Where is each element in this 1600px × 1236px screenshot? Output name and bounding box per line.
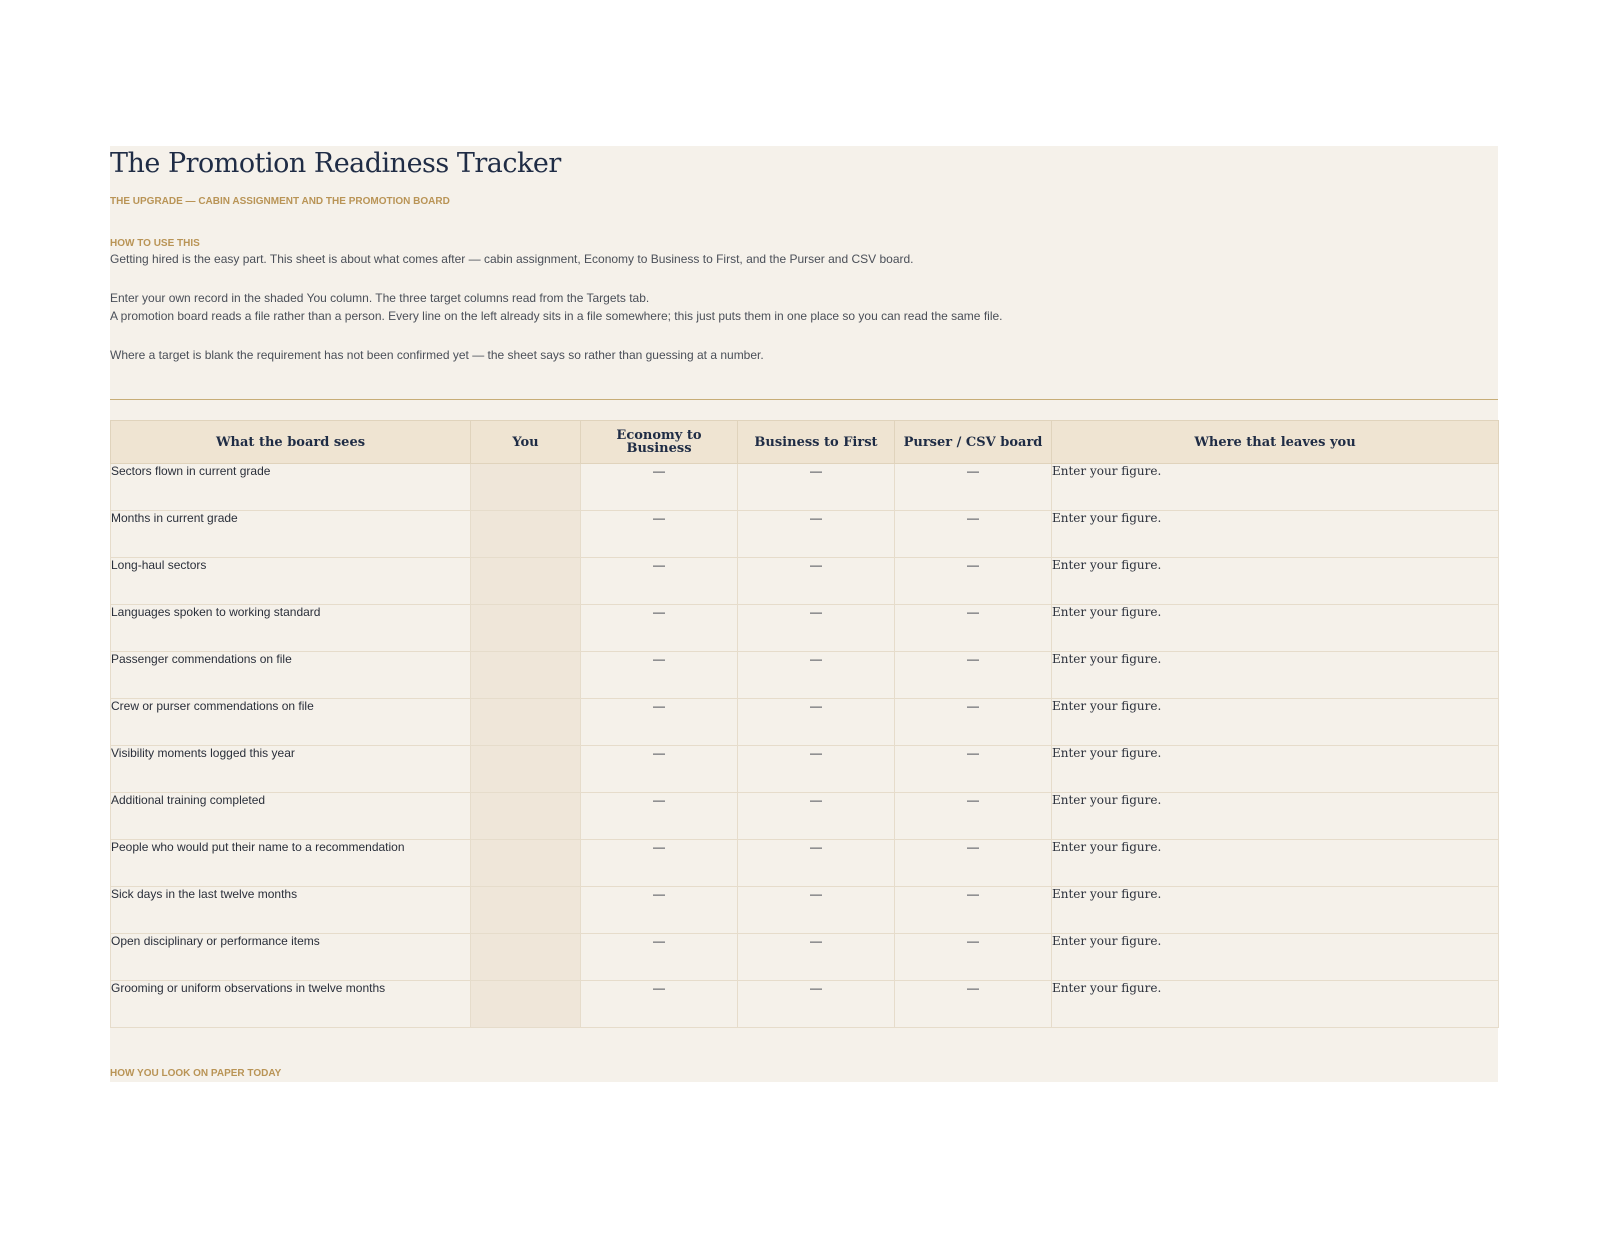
page-title: The Promotion Readiness Tracker — [110, 148, 561, 179]
result-cell[interactable]: Enter your figure. — [1052, 699, 1499, 746]
table-row — [111, 699, 1499, 746]
business-to-first-target-cell[interactable]: — — [738, 887, 895, 934]
purser-csv-target-cell[interactable]: — — [895, 511, 1052, 558]
you-input-cell[interactable] — [471, 793, 581, 840]
result-cell[interactable]: Enter your figure. — [1052, 464, 1499, 511]
economy-to-business-target-cell[interactable]: — — [581, 746, 738, 793]
you-input-cell[interactable] — [471, 699, 581, 746]
purser-csv-target-cell[interactable]: — — [895, 981, 1052, 1028]
economy-to-business-target-cell[interactable]: — — [581, 511, 738, 558]
purser-csv-target-cell[interactable]: — — [895, 793, 1052, 840]
how-to-label: HOW TO USE THIS — [110, 238, 200, 249]
result-cell[interactable]: Enter your figure. — [1052, 652, 1499, 699]
metric-cell[interactable]: Grooming or uniform observations in twelve months — [111, 981, 471, 1028]
purser-csv-target-cell[interactable]: — — [895, 934, 1052, 981]
business-to-first-target-cell[interactable]: — — [738, 746, 895, 793]
you-input-cell[interactable] — [471, 558, 581, 605]
you-input-cell[interactable] — [471, 981, 581, 1028]
you-input-cell[interactable] — [471, 605, 581, 652]
how-to-paragraph-4: Where a target is blank the requirement has not been confirmed yet — the sheet says so rather than guessing at a number. — [110, 348, 764, 362]
you-input-cell[interactable] — [471, 887, 581, 934]
business-to-first-target-cell[interactable]: — — [738, 511, 895, 558]
economy-to-business-target-cell[interactable]: — — [581, 840, 738, 887]
you-input-cell[interactable] — [471, 934, 581, 981]
table-row — [111, 746, 1499, 793]
section-divider — [110, 399, 1498, 400]
economy-to-business-target-cell[interactable]: — — [581, 699, 738, 746]
purser-csv-target-cell[interactable]: — — [895, 605, 1052, 652]
table-row — [111, 793, 1499, 840]
table-row — [111, 840, 1499, 887]
metric-cell[interactable]: Open disciplinary or performance items — [111, 934, 471, 981]
you-input-cell[interactable] — [471, 511, 581, 558]
table-row — [111, 652, 1499, 699]
economy-to-business-target-cell[interactable]: — — [581, 981, 738, 1028]
result-cell[interactable]: Enter your figure. — [1052, 887, 1499, 934]
business-to-first-target-cell[interactable]: — — [738, 652, 895, 699]
readiness-table — [110, 420, 1499, 1028]
metric-cell[interactable]: Crew or purser commendations on file — [111, 699, 471, 746]
page-subtitle: THE UPGRADE — CABIN ASSIGNMENT AND THE PROMOTION BOARD — [110, 196, 450, 207]
table-row — [111, 934, 1499, 981]
column-header-metric[interactable]: What the board sees — [111, 421, 471, 464]
metric-cell[interactable]: Months in current grade — [111, 511, 471, 558]
how-to-paragraph-2: Enter your own record in the shaded You column. The three target columns read from the Targets tab. — [110, 291, 650, 305]
spreadsheet-page — [110, 146, 1498, 1082]
economy-to-business-target-cell[interactable]: — — [581, 887, 738, 934]
purser-csv-target-cell[interactable]: — — [895, 558, 1052, 605]
metric-cell[interactable]: Passenger commendations on file — [111, 652, 471, 699]
column-header-economy-to-business[interactable]: Economy to Business — [581, 421, 738, 464]
you-input-cell[interactable] — [471, 464, 581, 511]
table-row — [111, 887, 1499, 934]
business-to-first-target-cell[interactable]: — — [738, 464, 895, 511]
how-to-paragraph-3: A promotion board reads a file rather than a person. Every line on the left already sits in a file somewhere; this just puts them in one place so you can read the same file. — [110, 309, 1003, 323]
business-to-first-target-cell[interactable]: — — [738, 934, 895, 981]
table-row — [111, 558, 1499, 605]
result-cell[interactable]: Enter your figure. — [1052, 840, 1499, 887]
you-input-cell[interactable] — [471, 652, 581, 699]
column-header-purser-csv[interactable]: Purser / CSV board — [895, 421, 1052, 464]
metric-cell[interactable]: Long-haul sectors — [111, 558, 471, 605]
purser-csv-target-cell[interactable]: — — [895, 746, 1052, 793]
result-cell[interactable]: Enter your figure. — [1052, 981, 1499, 1028]
purser-csv-target-cell[interactable]: — — [895, 840, 1052, 887]
table-header-row — [111, 421, 1499, 464]
economy-to-business-target-cell[interactable]: — — [581, 934, 738, 981]
result-cell[interactable]: Enter your figure. — [1052, 605, 1499, 652]
purser-csv-target-cell[interactable]: — — [895, 887, 1052, 934]
purser-csv-target-cell[interactable]: — — [895, 464, 1052, 511]
column-header-business-to-first[interactable]: Business to First — [738, 421, 895, 464]
economy-to-business-target-cell[interactable]: — — [581, 605, 738, 652]
metric-cell[interactable]: Sectors flown in current grade — [111, 464, 471, 511]
table-row — [111, 511, 1499, 558]
business-to-first-target-cell[interactable]: — — [738, 605, 895, 652]
business-to-first-target-cell[interactable]: — — [738, 699, 895, 746]
business-to-first-target-cell[interactable]: — — [738, 840, 895, 887]
purser-csv-target-cell[interactable]: — — [895, 652, 1052, 699]
business-to-first-target-cell[interactable]: — — [738, 793, 895, 840]
summary-section-label: HOW YOU LOOK ON PAPER TODAY — [110, 1068, 282, 1079]
metric-cell[interactable]: Visibility moments logged this year — [111, 746, 471, 793]
result-cell[interactable]: Enter your figure. — [1052, 558, 1499, 605]
result-cell[interactable]: Enter your figure. — [1052, 511, 1499, 558]
metric-cell[interactable]: Sick days in the last twelve months — [111, 887, 471, 934]
economy-to-business-target-cell[interactable]: — — [581, 652, 738, 699]
result-cell[interactable]: Enter your figure. — [1052, 934, 1499, 981]
business-to-first-target-cell[interactable]: — — [738, 981, 895, 1028]
metric-cell[interactable]: Languages spoken to working standard — [111, 605, 471, 652]
table-row — [111, 981, 1499, 1028]
result-cell[interactable]: Enter your figure. — [1052, 793, 1499, 840]
purser-csv-target-cell[interactable]: — — [895, 699, 1052, 746]
you-input-cell[interactable] — [471, 840, 581, 887]
economy-to-business-target-cell[interactable]: — — [581, 793, 738, 840]
metric-cell[interactable]: Additional training completed — [111, 793, 471, 840]
column-header-result[interactable]: Where that leaves you — [1052, 421, 1499, 464]
how-to-paragraph-1: Getting hired is the easy part. This sheet is about what comes after — cabin assignment, Economy to Business to First, and the Purser and CSV board. — [110, 252, 914, 266]
economy-to-business-target-cell[interactable]: — — [581, 464, 738, 511]
result-cell[interactable]: Enter your figure. — [1052, 746, 1499, 793]
metric-cell[interactable]: People who would put their name to a recommendation — [111, 840, 471, 887]
business-to-first-target-cell[interactable]: — — [738, 558, 895, 605]
column-header-you[interactable]: You — [471, 421, 581, 464]
table-row — [111, 464, 1499, 511]
economy-to-business-target-cell[interactable]: — — [581, 558, 738, 605]
you-input-cell[interactable] — [471, 746, 581, 793]
table-row — [111, 605, 1499, 652]
